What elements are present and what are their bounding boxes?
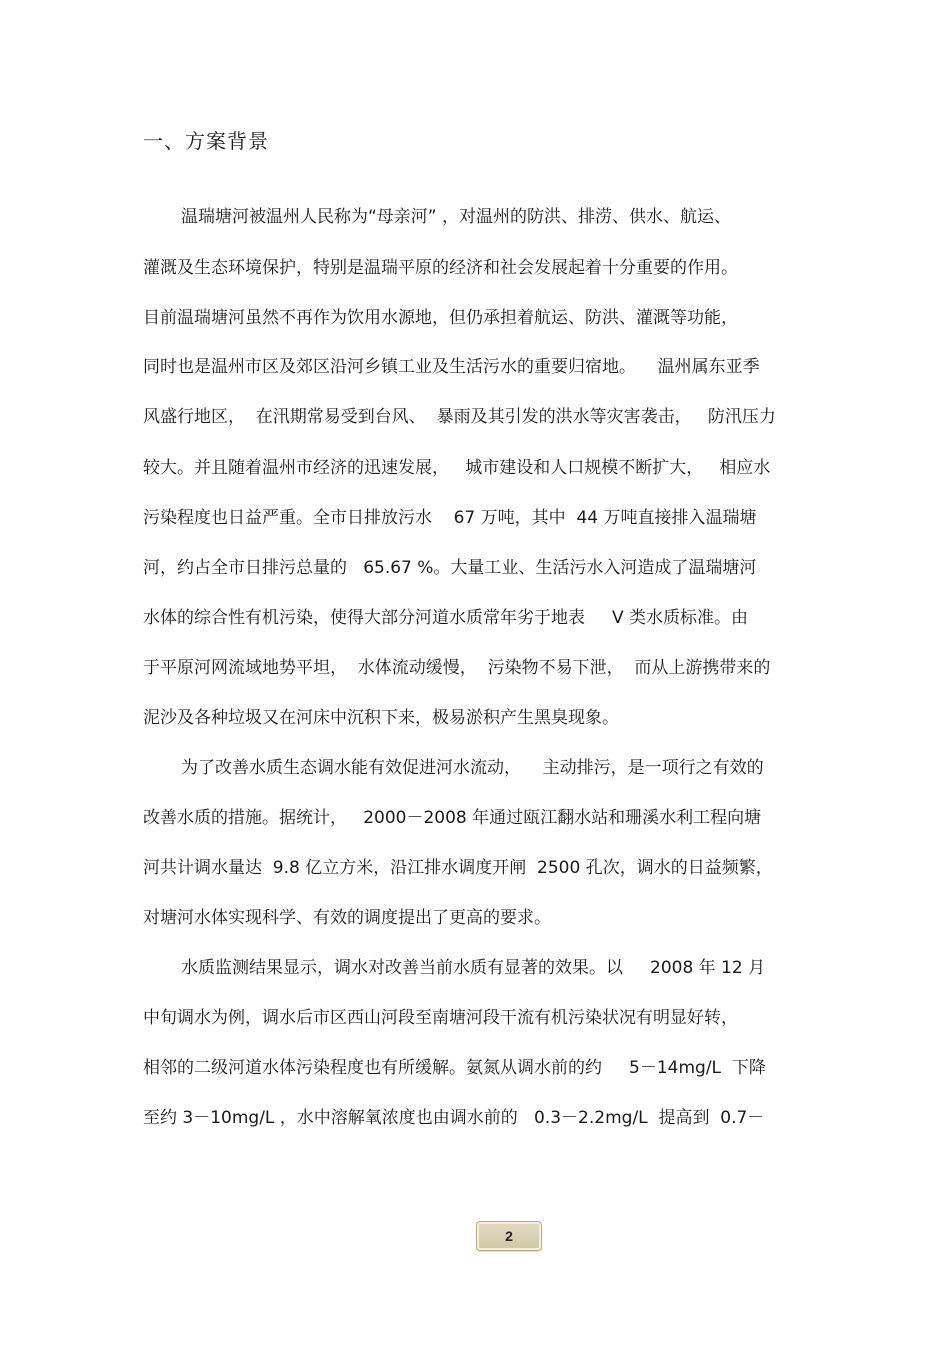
paragraph-line: 中旬调水为例，调水后市区西山河段至南塘河段干流有机污染状况有明显好转， [143,1008,738,1028]
page-number: 2 [505,1228,513,1244]
paragraph-line: 较大。并且随着温州市经济的迅速发展， 城市建设和人口规模不断扩大， 相应水 [143,458,771,478]
paragraph-line: 水体的综合性有机污染，使得大部分河道水质常年劣于地表 V 类水质标准。由 [143,608,749,628]
paragraph-line: 目前温瑞塘河虽然不再作为饮用水源地，但仍承担着航运、防洪、灌溉等功能， [143,308,738,328]
paragraph-line: 河共计调水量达 9.8 亿立方米，沿江排水调度开闸 2500 孔次，调水的日益频繁， [143,858,773,878]
paragraph-line: 河，约占全市日排污总量的 65.67 %。大量工业、生活污水入河造成了温瑞塘河 [143,558,757,578]
paragraph-line: 灌溉及生态环境保护，特别是温瑞平原的经济和社会发展起着十分重要的作用。 [143,258,738,278]
page-number-badge [476,1221,542,1251]
paragraph-line: 水质监测结果显示，调水对改善当前水质有显著的效果。以 2008 年 12 月 [181,958,766,978]
paragraph-line: 至约 3－10mg/L ，水中溶解氧浓度也由调水前的 0.3－2.2mg/L 提高到 0.7－ [143,1108,765,1128]
paragraph-line: 同时也是温州市区及郊区沿河乡镇工业及生活污水的重要归宿地。 温州属东亚季 [143,357,760,377]
paragraph-line: 改善水质的措施。据统计， 2000－2008 年通过瓯江翻水站和珊溪水利工程向塘 [143,808,762,828]
paragraph-line: 风盛行地区， 在汛期常易受到台风、 暴雨及其引发的洪水等灾害袭击， 防汛压力 [143,407,776,427]
paragraph-line: 为了改善水质生态调水能有效促进河水流动， 主动排污，是一项行之有效的 [181,758,764,778]
paragraph-line: 于平原河网流域地势平坦， 水体流动缓慢， 污染物不易下泄， 而从上游携带来的 [143,658,771,678]
paragraph-line: 泥沙及各种垃圾又在河床中沉积下来，极易淤积产生黑臭现象。 [143,708,619,728]
paragraph-line: 污染程度也日益严重。全市日排放污水 67 万吨，其中 44 万吨直接排入温瑞塘 [143,508,757,528]
paragraph-line: 相邻的二级河道水体污染程度也有所缓解。氨氮从调水前的约 5－14mg/L 下降 [143,1058,766,1078]
paragraph-line: 对塘河水体实现科学、有效的调度提出了更高的要求。 [143,908,551,928]
paragraph-line: 温瑞塘河被温州人民称为“母亲河” ，对温州的防洪、排涝、供水、航运、 [181,207,732,227]
section-heading: 一、方案背景 [143,129,269,153]
